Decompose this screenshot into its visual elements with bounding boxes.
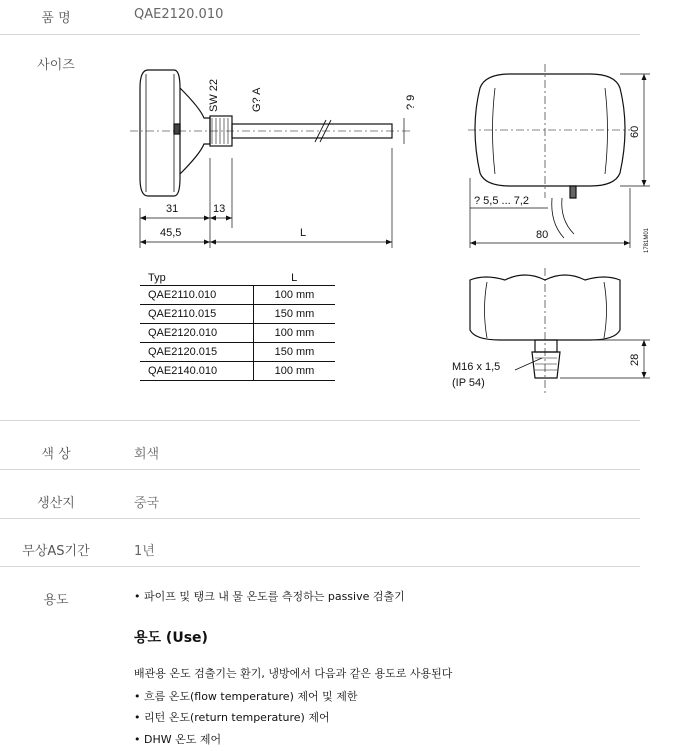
table-cell-typ: QAE2120.015: [140, 343, 254, 361]
table-cell-l: 100 mm: [274, 327, 315, 339]
divider: [0, 566, 640, 567]
label-ip: (IP 54): [452, 377, 485, 389]
table-header-typ: Typ: [148, 272, 166, 284]
table-row: [140, 343, 335, 362]
table-row: [140, 286, 335, 305]
color-value: 회색: [134, 447, 160, 462]
label-sw: SW 22: [208, 78, 220, 112]
table-cell-l: 100 mm: [274, 365, 315, 377]
label-60: 60: [629, 125, 641, 138]
usage-description: 배관용 온도 검출기는 환기, 냉방에서 다음과 같은 용도로 사용된다: [134, 667, 453, 680]
divider: [0, 469, 640, 470]
usage-item: • 리턴 온도(return temperature) 제어: [134, 711, 330, 724]
warranty-label: 무상AS기간: [22, 544, 90, 559]
type-table: [140, 268, 335, 381]
table-cell-typ: QAE2120.010: [140, 324, 254, 342]
divider: [0, 420, 640, 421]
usage-item: • 흐름 온도(flow temperature) 제어 및 제한: [134, 690, 358, 703]
label-45-5: 45,5: [160, 227, 182, 239]
label-80: 80: [536, 229, 549, 241]
table-row: [140, 362, 335, 381]
origin-label: 생산지: [37, 496, 75, 511]
label-gland: M16 x 1,5: [452, 361, 501, 373]
table-cell-l: 150 mm: [274, 346, 315, 358]
label-thread: G? A: [251, 87, 263, 112]
usage-intro: • 파이프 및 탱크 내 물 온도를 측정하는 passive 검출기: [134, 590, 405, 603]
table-row: [140, 324, 335, 343]
label-diameter: ? 9: [405, 94, 417, 110]
label-range: ? 5,5 ... 7,2: [474, 195, 530, 207]
usage-title: 용도 (Use): [134, 630, 208, 646]
label-L: L: [300, 227, 307, 239]
table-cell-l: 150 mm: [274, 308, 315, 320]
product-name-label: 품 명: [41, 11, 71, 26]
label-13: 13: [213, 203, 226, 215]
divider: [0, 34, 640, 35]
divider: [0, 518, 640, 519]
table-cell-l: 100 mm: [274, 289, 315, 301]
table-cell-typ: QAE2110.015: [140, 305, 254, 323]
label-31: 31: [166, 203, 179, 215]
color-label: 색 상: [41, 447, 71, 462]
table-header-l: L: [291, 272, 298, 284]
table-cell-typ: QAE2140.010: [140, 362, 254, 380]
warranty-value: 1년: [134, 544, 155, 559]
label-28: 28: [629, 353, 641, 366]
table-cell-typ: QAE2110.010: [140, 286, 254, 304]
table-row: [140, 305, 335, 324]
label-ref: 1781M01: [644, 227, 650, 253]
size-label: 사이즈: [37, 58, 75, 73]
product-name-value: QAE2120.010: [134, 7, 224, 22]
usage-label: 용도: [43, 593, 69, 608]
origin-value: 중국: [134, 496, 160, 511]
usage-item: • DHW 온도 제어: [134, 733, 222, 746]
